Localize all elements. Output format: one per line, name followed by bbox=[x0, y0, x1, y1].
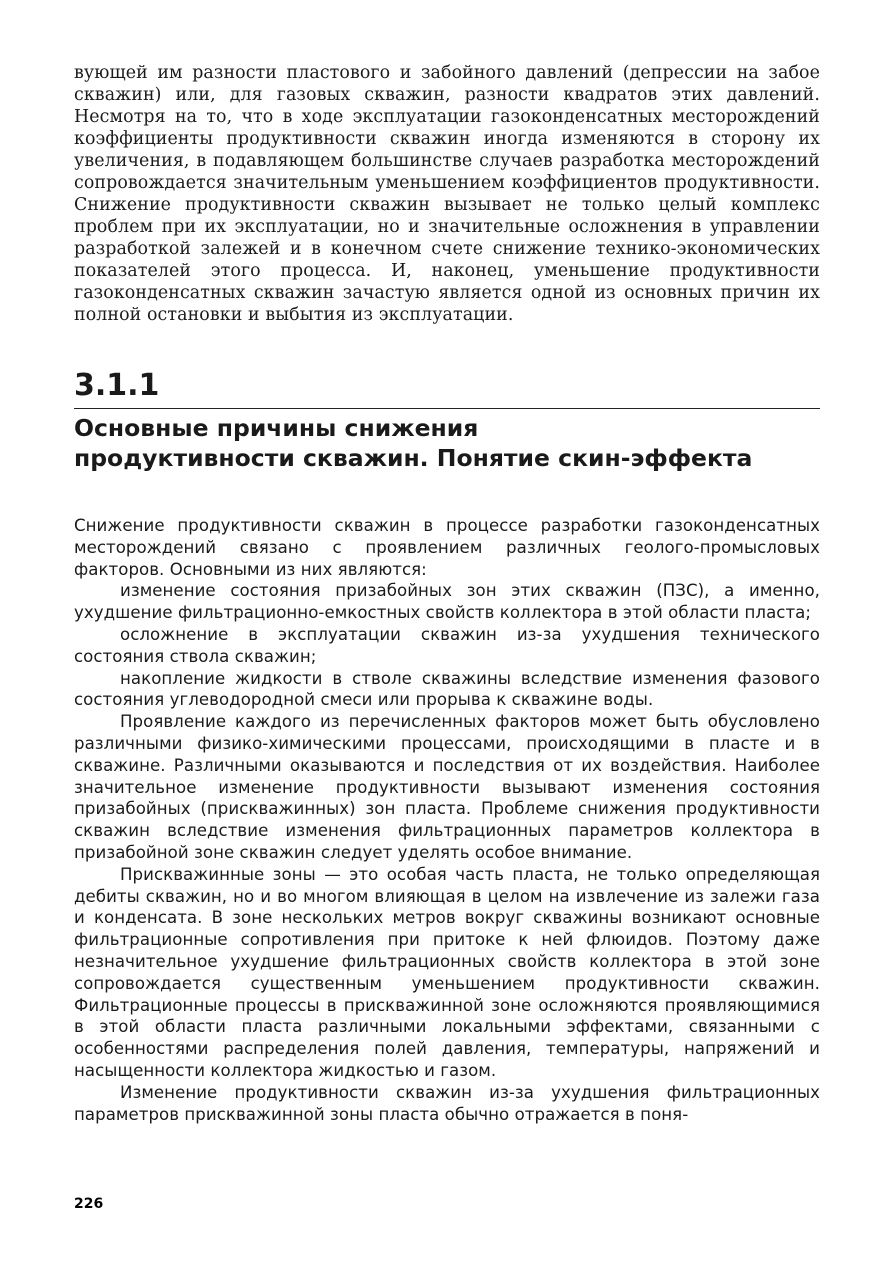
list-item-factor: накопление жидкости в стволе скважины вследствие изменения фазового состояния углеводородной смеси или прорыва к скважине воды. bbox=[74, 668, 820, 710]
list-item-factor: изменение состояния призабойных зон этих скважин (ПЗС), а именно, ухудшение фильтрационно-емкостных свойств коллектора в этой области пласта; bbox=[74, 581, 820, 623]
body-paragraph: Проявление каждого из перечисленных факторов может быть обусловлено различными физико-химическими процессами, происходящими в пласте и в скважине. Различными оказываются и последствия от их воздействия. Наиболее значительное изменение продуктивности вызывают изменения состояния призабойных (прискважинных) зон пласта. Проблеме снижения продуктивности скважин вследствие изменения фильтрационных параметров коллектора в призабойной зоне скважин следует уделять особое внимание. bbox=[74, 712, 820, 862]
section-title-line-1: Основные причины снижения bbox=[74, 414, 479, 442]
section-title bbox=[74, 413, 820, 473]
body-paragraph: Изменение продуктивности скважин из-за ухудшения фильтрационных параметров прискважинной зоны пласта обычно отражается в поня- bbox=[74, 1082, 820, 1124]
body-paragraph: Снижение продуктивности скважин в процессе разработки газоконденсатных месторождений связано с проявлением различных геолого-промысловых факторов. Основными из них являются: bbox=[74, 516, 820, 579]
page-number: 226 bbox=[74, 1196, 104, 1212]
section-title-line-2: продуктивности скважин. Понятие скин-эффекта bbox=[74, 444, 753, 472]
section-body bbox=[74, 515, 820, 1125]
intro-paragraph: вующей им разности пластового и забойного давлений (депрессии на забое скважин) или, для газовых скважин, разности квадратов этих давлений. Несмотря на то, что в ходе эксплуатации газоконденсатных месторождений коэффициенты продуктивности скважин иногда изменяются в сторону их увеличения, в подавляющем большинстве случаев разработка месторождений сопровождается значительным уменьшением коэффициентов продуктивности. Снижение продуктивности скважин вызывает не только целый комплекс проблем при их эксплуатации, но и значительные осложнения в управлении разработкой залежей и в конечном счете снижение технико-экономических показателей этого процесса. И, наконец, уменьшение продуктивности газоконденсатных скважин зачастую является одной из основных причин их полной остановки и выбытия из эксплуатации. bbox=[74, 63, 820, 325]
page-content bbox=[74, 62, 820, 1125]
list-item-factor: осложнение в эксплуатации скважин из-за ухудшения технического состояния ствола скважин; bbox=[74, 624, 820, 666]
section-divider bbox=[74, 408, 820, 409]
section-number: 3.1.1 bbox=[74, 368, 160, 403]
body-paragraph: Прискважинные зоны — это особая часть пласта, не только определяющая дебиты скважин, но и во многом влияющая в целом на извлечение из залежи газа и конденсата. В зоне нескольких метров вокруг скважины возникают основные фильтрационные сопротивления при притоке к ней флюидов. Поэтому даже незначительное ухудшение фильтрационных свойств коллектора в этой зоне сопровождается существенным уменьшением продуктивности скважин. Фильтрационные процессы в прискважинной зоне осложняются проявляющимися в этой области пласта различными локальными эффектами, связанными с особенностями распределения полей давления, температуры, напряжений и насыщенности коллектора жидкостью и газом. bbox=[74, 864, 820, 1080]
